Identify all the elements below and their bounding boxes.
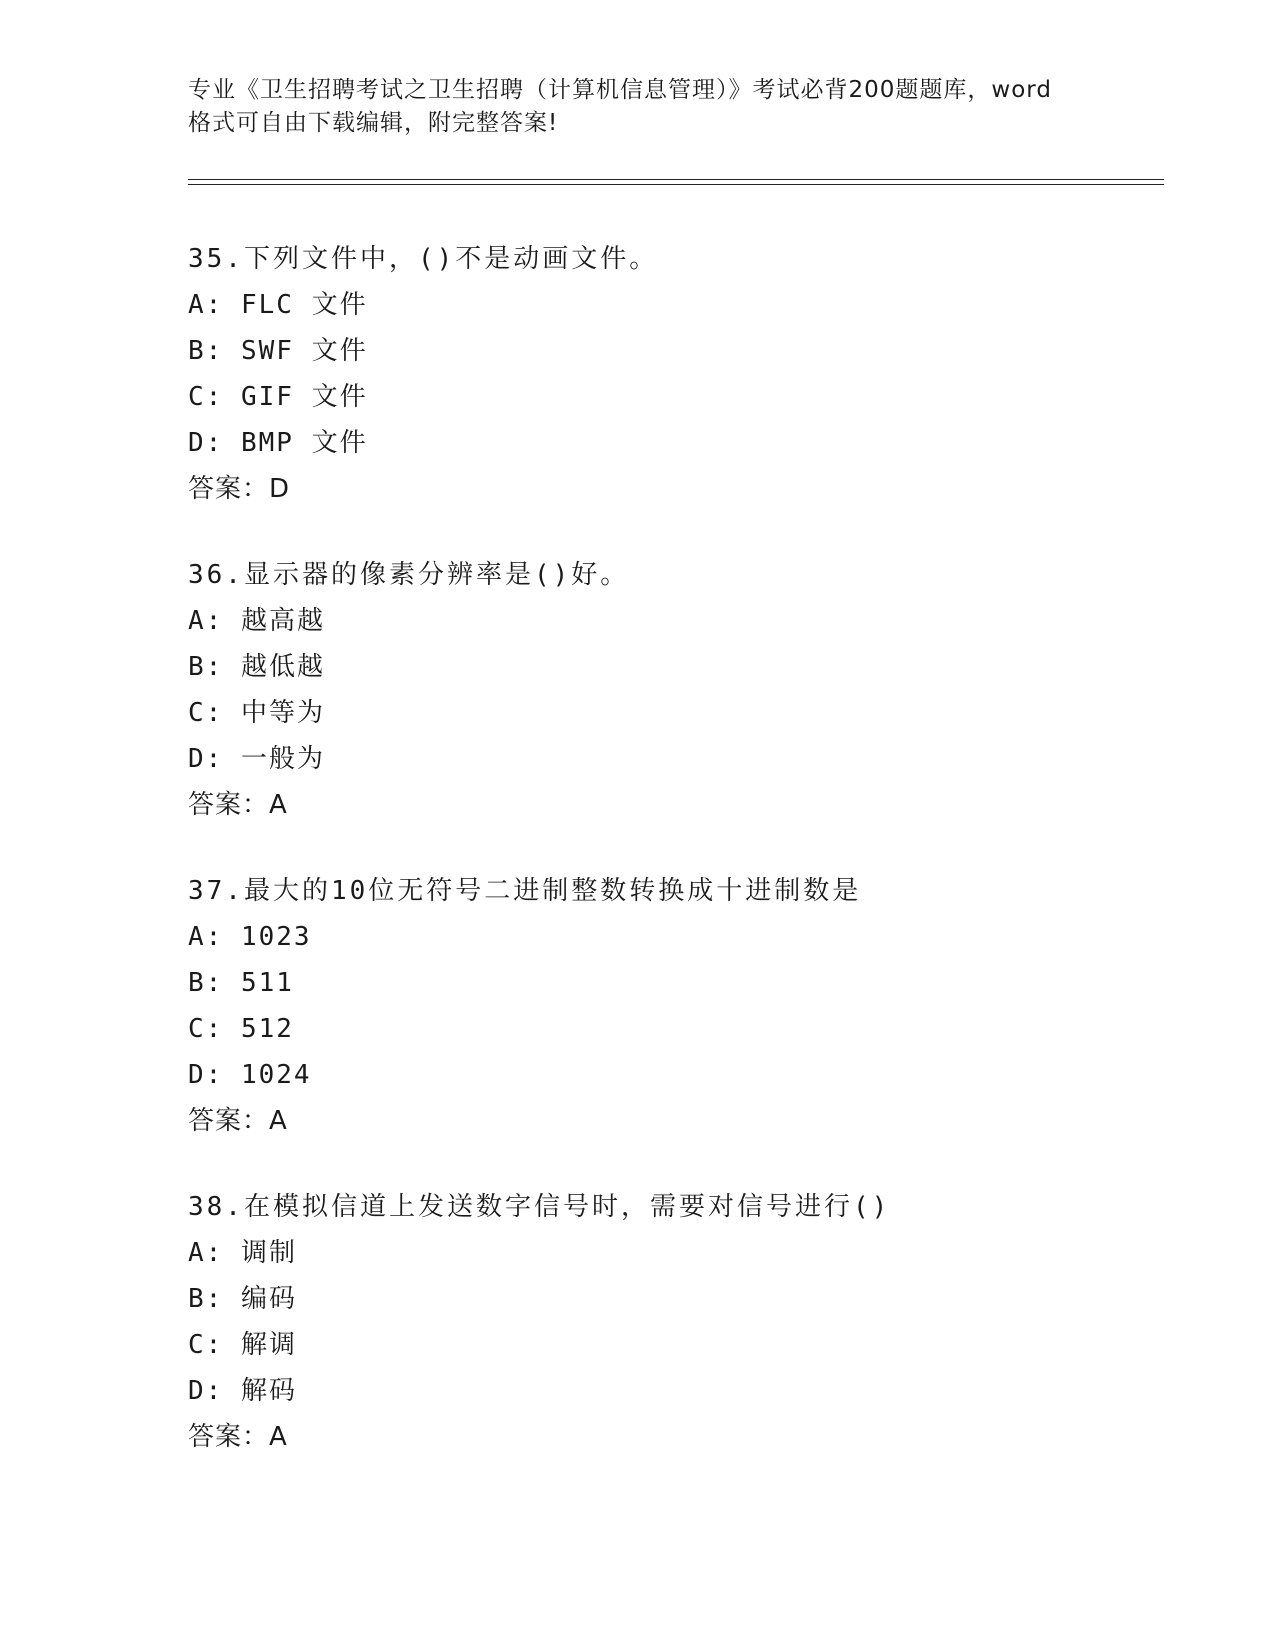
question-stem: 36.显示器的像素分辨率是()好。 <box>188 560 630 590</box>
option-a: A: FLC 文件 <box>188 290 368 320</box>
option-c: C: 解调 <box>188 1330 297 1360</box>
header-line-1: 专业《卫生招聘考试之卫生招聘（计算机信息管理）》考试必背200题题库，word <box>188 77 1052 103</box>
option-d: D: 1024 <box>188 1060 312 1090</box>
option-b: B: SWF 文件 <box>188 336 368 366</box>
question-stem: 35.下列文件中，()不是动画文件。 <box>188 244 659 274</box>
question-stem: 38.在模拟信道上发送数字信号时，需要对信号进行() <box>188 1192 891 1222</box>
option-c: C: GIF 文件 <box>188 382 368 412</box>
option-b: B: 编码 <box>188 1284 297 1314</box>
question-38 <box>188 1184 1168 1460</box>
question-list <box>188 236 1168 1500</box>
option-d: D: 一般为 <box>188 744 325 774</box>
option-b: B: 越低越 <box>188 652 325 682</box>
option-c: C: 512 <box>188 1014 294 1044</box>
document-header <box>188 74 1088 140</box>
question-36 <box>188 552 1168 828</box>
question-37 <box>188 868 1168 1144</box>
header-divider-top <box>188 179 1164 180</box>
answer: 答案：D <box>188 474 291 504</box>
option-c: C: 中等为 <box>188 698 325 728</box>
answer: 答案：A <box>188 1106 288 1136</box>
question-35 <box>188 236 1168 512</box>
option-a: A: 1023 <box>188 922 312 952</box>
question-stem: 37.最大的10位无符号二进制整数转换成十进制数是 <box>188 876 862 906</box>
option-b: B: 511 <box>188 968 294 998</box>
option-a: A: 调制 <box>188 1238 297 1268</box>
header-line-2: 格式可自由下载编辑，附完整答案! <box>188 110 559 136</box>
answer: 答案：A <box>188 790 288 820</box>
option-a: A: 越高越 <box>188 606 325 636</box>
option-d: D: BMP 文件 <box>188 428 368 458</box>
header-divider-bottom <box>188 184 1164 185</box>
answer: 答案：A <box>188 1422 288 1452</box>
option-d: D: 解码 <box>188 1376 297 1406</box>
